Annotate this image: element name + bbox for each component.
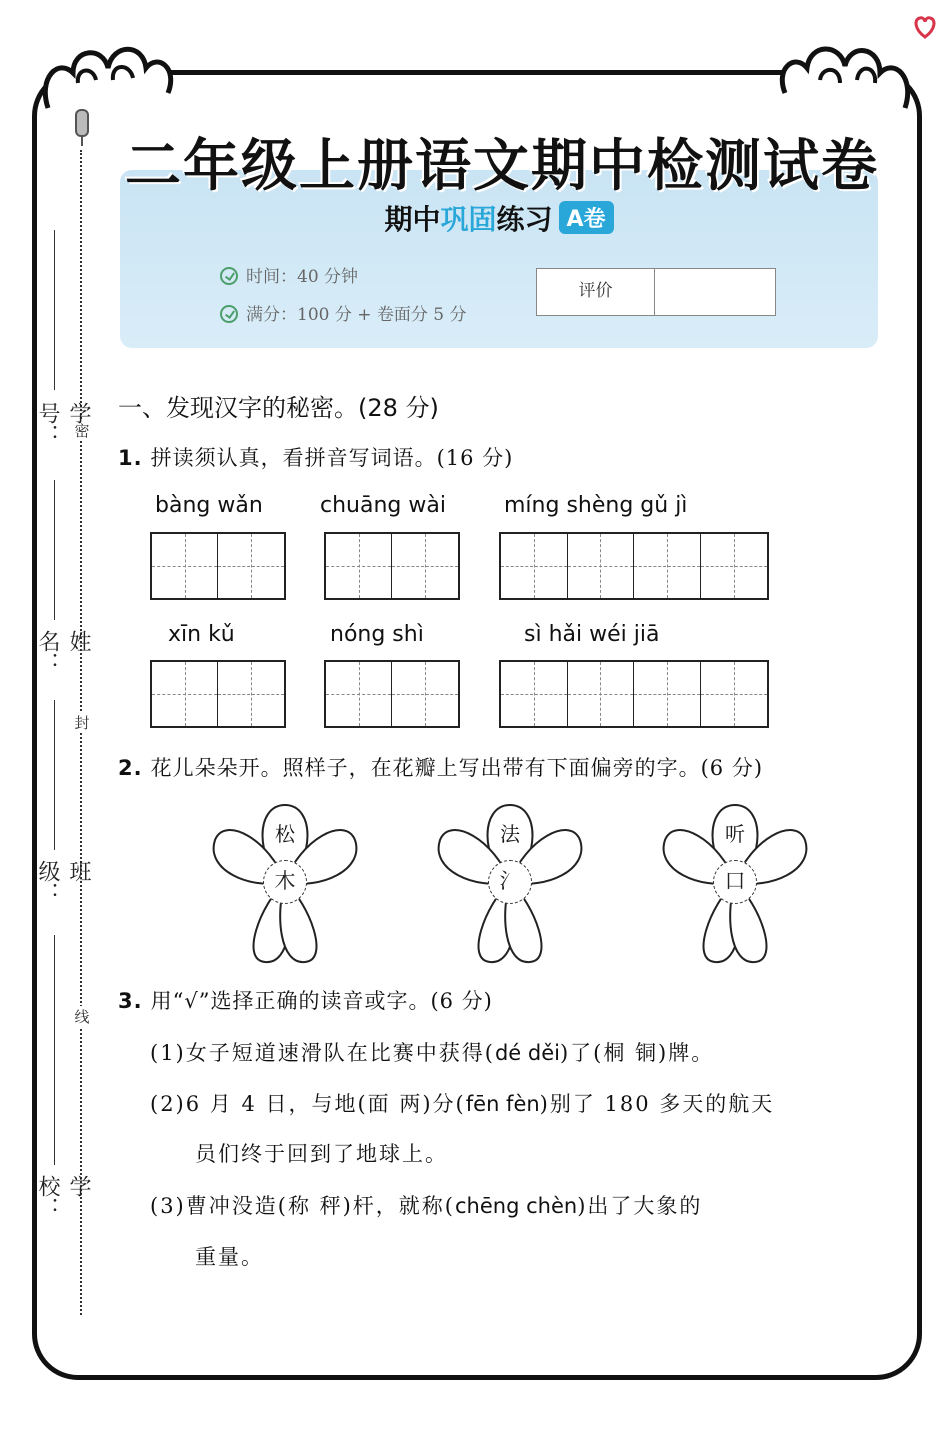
class-field[interactable]: 班级： <box>32 700 58 915</box>
flower-example-char: 法 <box>500 822 520 846</box>
writing-box-group-6[interactable] <box>499 660 769 728</box>
question-2: 2. 花儿朵朵开。照样子，在花瓣上写出带有下面偏旁的字。(6 分) <box>118 756 764 780</box>
flower-radical: 氵 <box>488 860 532 904</box>
flower-3[interactable] <box>650 800 820 970</box>
pinyin-group-4: xīn kǔ <box>168 622 235 647</box>
name-field[interactable]: 姓名： <box>32 480 58 690</box>
right-cloud-decoration <box>775 38 915 118</box>
writing-box-group-2[interactable] <box>324 532 460 600</box>
pinyin-group-1: bàng wǎn <box>155 493 263 518</box>
pinyin-group-5: nóng shì <box>330 622 424 647</box>
pushpin-icon <box>70 108 94 148</box>
q3-item-1[interactable]: (1)女子短道速滑队在比赛中获得(dé děi)了(桐 铜)牌。 <box>150 1041 715 1065</box>
section-title: 一、发现汉字的秘密。(28 分) <box>118 394 439 422</box>
evaluation-label: 评价 <box>537 269 655 315</box>
binding-word-xian: 线 <box>70 1006 94 1027</box>
flower-1[interactable] <box>200 800 370 970</box>
flower-example-char: 松 <box>275 822 295 846</box>
writing-box-group-3[interactable] <box>499 532 769 600</box>
left-cloud-decoration <box>38 38 178 118</box>
student-id-field[interactable]: 学号： <box>32 230 58 460</box>
writing-box-group-1[interactable] <box>150 532 286 600</box>
full-score: 满分：100 分 + 卷面分 5 分 <box>220 300 467 325</box>
evaluation-cell[interactable] <box>655 269 775 315</box>
writing-box-group-4[interactable] <box>150 660 286 728</box>
evaluation-box <box>536 268 776 316</box>
question-1: 1. 拼读须认真，看拼音写词语。(16 分) <box>118 446 514 470</box>
q3-item-3[interactable]: (3)曹冲没造(称 秤)杆，就称(chēng chèn)出了大象的 <box>150 1194 703 1218</box>
flower-radical: 口 <box>713 860 757 904</box>
page-title: 二年级上册语文期中检测试卷 <box>125 134 879 199</box>
q3-item-3-continued: 重量。 <box>195 1245 264 1269</box>
binding-word-feng: 封 <box>70 712 94 733</box>
q3-item-2-continued: 员们终于回到了地球上。 <box>195 1142 448 1166</box>
clock-icon <box>220 267 238 285</box>
pinyin-group-3: míng shèng gǔ jì <box>504 493 688 518</box>
flower-2[interactable] <box>425 800 595 970</box>
question-3: 3. 用“√”选择正确的读音或字。(6 分) <box>118 989 493 1013</box>
binding-word-mi: 密 <box>70 420 94 441</box>
version-badge: A卷 <box>559 201 614 234</box>
heart-icon <box>912 14 938 40</box>
pinyin-group-6: sì hǎi wéi jiā <box>524 622 660 647</box>
check-icon <box>220 305 238 323</box>
subtitle: 期中巩固练习 A卷 <box>120 198 878 238</box>
flower-radical: 木 <box>263 860 307 904</box>
pinyin-group-2: chuāng wài <box>320 493 446 518</box>
writing-box-group-5[interactable] <box>324 660 460 728</box>
school-field[interactable]: 学校： <box>32 935 58 1235</box>
q3-item-2[interactable]: (2)6 月 4 日，与地(面 两)分(fēn fèn)别了 180 多天的航天 <box>150 1092 775 1116</box>
time-limit: 时间：40 分钟 <box>220 262 358 287</box>
flower-example-char: 听 <box>725 822 745 846</box>
